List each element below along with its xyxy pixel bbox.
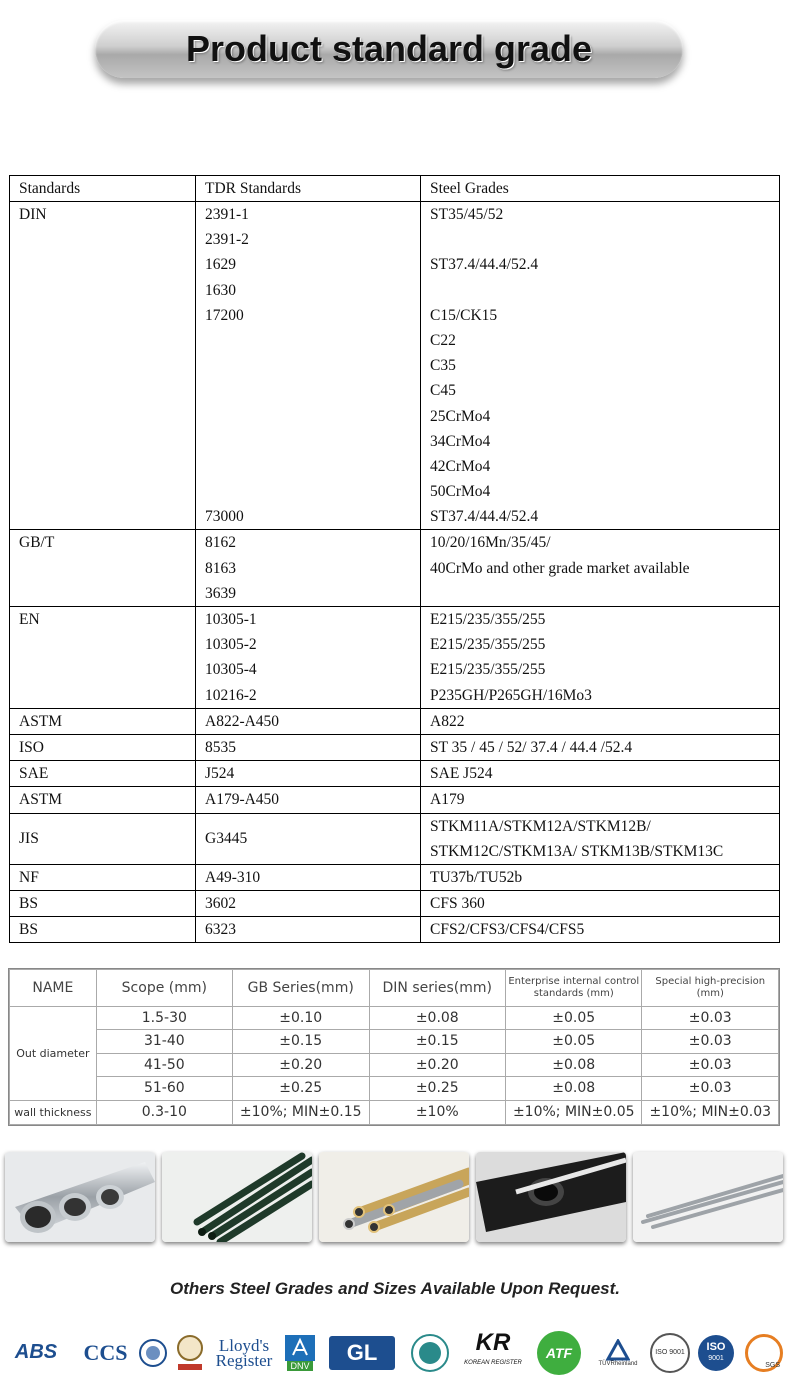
standard-cell: GB/T [10,530,196,607]
sgs-logo: SGS [742,1325,786,1380]
certification-logos [0,1325,790,1380]
product-photo-strip [5,1152,785,1242]
tdr-cell: 10305-1 10305-2 10305-4 10216-2 [196,607,421,709]
tolerance-cell: ±0.05 [506,1030,642,1053]
tolerance-cell: ±0.08 [369,1006,506,1029]
tolerance-header-cell: NAME [10,970,97,1007]
tolerance-header-cell: DIN series(mm) [369,970,506,1007]
tolerance-cell: ±0.20 [369,1053,506,1076]
gl-logo: GL [328,1325,396,1380]
tolerance-cell: ±0.25 [369,1077,506,1100]
standard-row [10,607,780,709]
tagline: Others Steel Grades and Sizes Available Upon Request. [169,1279,620,1298]
lloyds-register-logo: Lloyd's Register [215,1335,273,1370]
dnv-logo: DNV [283,1325,317,1380]
header-cell: Standards [10,176,196,202]
tdr-cell: A49-310 [196,864,421,890]
abs-logo: ABS [14,1341,58,1363]
standards-header-row [10,176,780,202]
tdr-cell: 8535 [196,734,421,760]
grades-cell: A822 [421,708,780,734]
standard-cell: ASTM [10,787,196,813]
tolerance-cell: ±0.25 [232,1077,369,1100]
tdr-cell: G3445 [196,813,421,864]
seal-logo [138,1325,168,1380]
tolerance-cell: ±10%; MIN±0.03 [642,1100,779,1124]
tolerance-cell: 1.5-30 [96,1006,232,1029]
standard-cell: ASTM [10,708,196,734]
tolerance-cell: ±10% [369,1100,506,1124]
page-title: Product standard grade [185,28,593,69]
grades-cell: TU37b/TU52b [421,864,780,890]
tuv-rheinland-logo: TÜVRheinland [594,1325,642,1380]
grades-cell: ST 35 / 45 / 52/ 37.4 / 44.4 /52.4 [421,734,780,760]
standard-row [10,761,780,787]
tolerance-header-row [10,970,779,1007]
tolerance-table [9,969,779,1125]
tolerance-cell: ±0.08 [506,1077,642,1100]
tolerance-cell: 0.3-10 [96,1100,232,1124]
black-and-bright-tubes-photo [476,1152,626,1242]
standard-row [10,530,780,607]
standard-row [10,891,780,917]
ccs-logo: CCS [83,1339,128,1365]
tdr-cell: 6323 [196,917,421,943]
standard-cell: BS [10,891,196,917]
tolerance-header-cell: Scope (mm) [96,970,232,1007]
tolerance-cell: ±10%; MIN±0.15 [232,1100,369,1124]
tdr-cell: 3602 [196,891,421,917]
tolerance-cell: ±0.20 [232,1053,369,1076]
thin-bright-tubes-photo [633,1152,783,1242]
tolerance-cell: 51-60 [96,1077,232,1100]
grades-cell: CFS 360 [421,891,780,917]
out-diameter-row [10,1053,779,1076]
title-banner [95,20,683,78]
tolerance-cell: ±0.15 [232,1030,369,1053]
grades-cell: STKM11A/STKM12A/STKM12B/ STKM12C/STKM13A/ STKM13B/STKM13C [421,813,780,864]
standard-row [10,917,780,943]
grades-cell: 10/20/16Mn/35/45/ 40CrMo and other grade market available [421,530,780,607]
standard-row [10,734,780,760]
standard-row [10,708,780,734]
tolerance-cell: ±0.10 [232,1006,369,1029]
brass-tube-bundle-photo [319,1152,469,1242]
standard-row [10,864,780,890]
standard-row [10,813,780,864]
grades-cell: A179 [421,787,780,813]
out-diameter-row [10,1077,779,1100]
tolerance-cell: ±0.08 [506,1053,642,1076]
grades-cell: E215/235/355/255 E215/235/355/255 E215/235/355/255 P235GH/P265GH/16Mo3 [421,607,780,709]
out-diameter-label: Out diameter [10,1006,97,1100]
tolerance-cell: ±0.05 [506,1006,642,1029]
tdr-cell: J524 [196,761,421,787]
grades-cell: CFS2/CFS3/CFS4/CFS5 [421,917,780,943]
standard-row [10,202,780,530]
header-cell: TDR Standards [196,176,421,202]
tolerance-cell: 31-40 [96,1030,232,1053]
standard-cell: SAE [10,761,196,787]
tolerance-cell: ±0.15 [369,1030,506,1053]
green-painted-tubes-photo [162,1152,312,1242]
wall-thickness-row [10,1100,779,1124]
tolerance-header-cell: Enterprise internal control standards (mm) [506,970,642,1007]
tdr-cell: 2391-1 2391-2 1629 1630 17200 73000 [196,202,421,530]
wall-thickness-label: wall thickness [10,1100,97,1124]
tolerance-cell: ±10%; MIN±0.05 [506,1100,642,1124]
tolerance-cell: 41-50 [96,1053,232,1076]
tolerance-table-panel [8,968,780,1126]
header-cell: Steel Grades [421,176,780,202]
tolerance-cell: ±0.03 [642,1030,779,1053]
standard-cell: ISO [10,734,196,760]
korean-register-logo: KR KOREAN REGISTER [464,1328,522,1366]
tolerance-cell: ±0.03 [642,1006,779,1029]
standards-table [9,175,780,943]
standard-row [10,787,780,813]
tdr-cell: 8162 8163 3639 [196,530,421,607]
iso-9001-seal-logo: ISO 9001 [650,1325,690,1380]
standard-cell: NF [10,864,196,890]
atf-logo: ATF [534,1325,584,1380]
polished-steel-tubes-photo [5,1152,155,1242]
tdr-cell: A822-A450 [196,708,421,734]
out-diameter-row [10,1030,779,1053]
grades-cell: ST35/45/52 ST37.4/44.4/52.4 C15/CK15 C22 C35 C45 25CrMo4 34CrMo4 42CrMo4 50CrMo4 ST37.4/44.4/52.4 [421,202,780,530]
tolerance-cell: ±0.03 [642,1053,779,1076]
iso-logo: ISO 9001 [696,1325,736,1380]
class-society-logo [408,1325,452,1380]
standard-cell: EN [10,607,196,709]
standard-cell: DIN [10,202,196,530]
tolerance-cell: ±0.03 [642,1077,779,1100]
standard-cell: JIS [10,813,196,864]
out-diameter-row [10,1006,779,1029]
tolerance-header-cell: Special high-precision (mm) [642,970,779,1007]
standard-cell: BS [10,917,196,943]
tdr-cell: A179-A450 [196,787,421,813]
grades-cell: SAE J524 [421,761,780,787]
bureau-logo [174,1325,206,1380]
tolerance-header-cell: GB Series(mm) [232,970,369,1007]
